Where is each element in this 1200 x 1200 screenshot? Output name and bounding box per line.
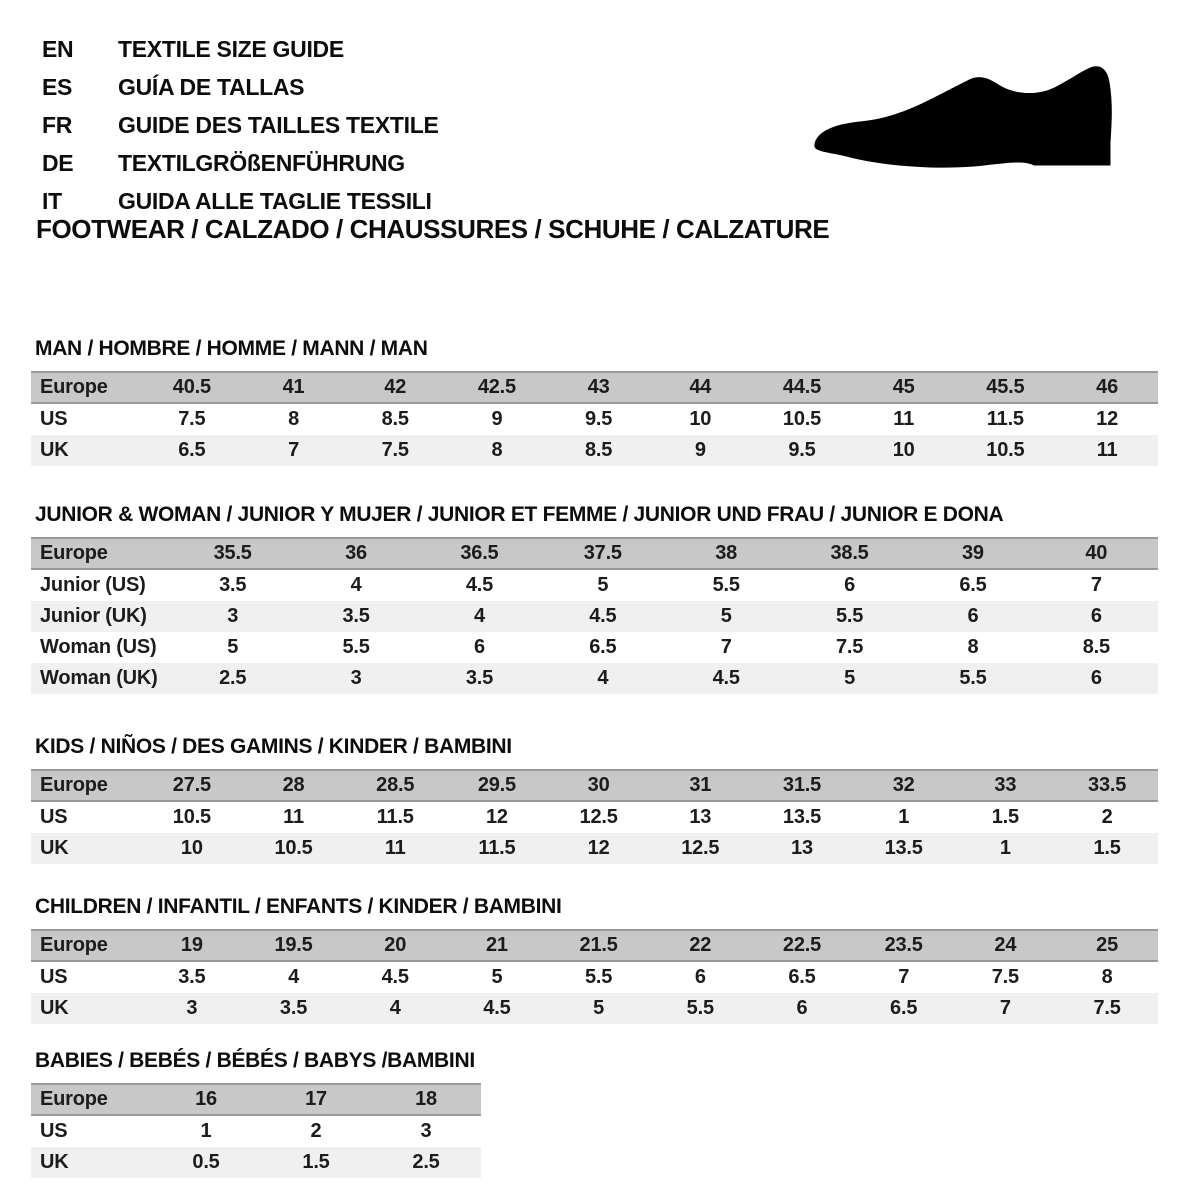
table-header-row	[31, 770, 1158, 801]
language-code: ES	[42, 74, 73, 100]
size-header-cell: 16	[151, 1084, 261, 1115]
size-header-cell: 22	[649, 930, 751, 961]
region-header-cell: Europe	[31, 372, 141, 403]
size-value-cell: 3	[171, 601, 294, 632]
size-value-cell: 6.5	[853, 993, 955, 1024]
language-header	[42, 32, 439, 222]
size-value-cell: 1.5	[1056, 833, 1158, 864]
size-value-cell: 11.5	[344, 801, 446, 833]
size-value-cell: 7.5	[788, 632, 911, 663]
region-header-cell: Europe	[31, 770, 141, 801]
size-header-cell: 42.5	[446, 372, 548, 403]
region-header-cell: Europe	[31, 1084, 151, 1115]
table-header-row	[31, 1084, 481, 1115]
size-header-cell: 17	[261, 1084, 371, 1115]
size-header-cell: 31.5	[751, 770, 853, 801]
size-value-cell: 8	[243, 403, 345, 435]
size-value-cell: 5	[665, 601, 788, 632]
size-value-cell: 4.5	[541, 601, 664, 632]
size-header-cell: 36.5	[418, 538, 541, 569]
size-value-cell: 6.5	[541, 632, 664, 663]
size-value-cell: 7	[1035, 569, 1158, 601]
row-label-cell: UK	[31, 833, 141, 864]
size-value-cell: 3.5	[418, 663, 541, 694]
size-value-cell: 13	[751, 833, 853, 864]
size-value-cell: 3	[141, 993, 243, 1024]
size-value-cell: 3.5	[141, 961, 243, 993]
size-value-cell: 4.5	[344, 961, 446, 993]
size-header-cell: 32	[853, 770, 955, 801]
size-table-man	[31, 371, 1158, 466]
size-header-cell: 21.5	[548, 930, 650, 961]
size-value-cell: 5.5	[548, 961, 650, 993]
size-value-cell: 6	[1035, 663, 1158, 694]
language-row-fr	[42, 108, 439, 146]
size-value-cell: 6	[418, 632, 541, 663]
size-header-cell: 33	[955, 770, 1057, 801]
size-header-cell: 21	[446, 930, 548, 961]
size-value-cell: 6	[788, 569, 911, 601]
size-header-cell: 28	[243, 770, 345, 801]
size-value-cell: 5	[446, 961, 548, 993]
section-junior-woman	[31, 502, 1158, 694]
size-value-cell: 6.5	[141, 435, 243, 466]
size-header-cell: 44	[649, 372, 751, 403]
section-babies	[31, 1048, 1158, 1178]
table-header-row	[31, 538, 1158, 569]
size-value-cell: 12.5	[548, 801, 650, 833]
size-header-cell: 42	[344, 372, 446, 403]
size-value-cell: 7.5	[344, 435, 446, 466]
size-header-cell: 45.5	[955, 372, 1057, 403]
size-header-cell: 44.5	[751, 372, 853, 403]
size-value-cell: 2.5	[371, 1147, 481, 1178]
section-title: CHILDREN / INFANTIL / ENFANTS / KINDER / BAMBINI	[35, 895, 562, 918]
size-value-cell: 12	[548, 833, 650, 864]
size-header-cell: 39	[911, 538, 1034, 569]
size-value-cell: 4.5	[665, 663, 788, 694]
row-label-cell: Junior (US)	[31, 569, 171, 601]
size-value-cell: 5.5	[294, 632, 417, 663]
size-value-cell: 13	[649, 801, 751, 833]
size-value-cell: 9.5	[751, 435, 853, 466]
size-value-cell: 5	[171, 632, 294, 663]
size-header-cell: 38	[665, 538, 788, 569]
table-row	[31, 403, 1158, 435]
size-header-cell: 29.5	[446, 770, 548, 801]
row-label-cell: US	[31, 403, 141, 435]
language-title: GUÍA DE TALLAS	[118, 74, 305, 100]
size-header-cell: 33.5	[1056, 770, 1158, 801]
size-value-cell: 11	[243, 801, 345, 833]
section-kids	[31, 734, 1158, 864]
size-value-cell: 1	[853, 801, 955, 833]
size-header-cell: 38.5	[788, 538, 911, 569]
row-label-cell: UK	[31, 1147, 151, 1178]
row-label-cell: Woman (UK)	[31, 663, 171, 694]
size-header-cell: 23.5	[853, 930, 955, 961]
size-value-cell: 2	[1056, 801, 1158, 833]
section-title: MAN / HOMBRE / HOMME / MANN / MAN	[35, 337, 428, 360]
table-row	[31, 833, 1158, 864]
size-value-cell: 3.5	[171, 569, 294, 601]
size-value-cell: 5.5	[649, 993, 751, 1024]
size-value-cell: 1	[151, 1115, 261, 1147]
table-row	[31, 663, 1158, 694]
size-value-cell: 4	[294, 569, 417, 601]
size-header-cell: 22.5	[751, 930, 853, 961]
size-value-cell: 8	[446, 435, 548, 466]
table-header-row	[31, 930, 1158, 961]
row-label-cell: UK	[31, 993, 141, 1024]
size-value-cell: 6	[1035, 601, 1158, 632]
size-value-cell: 12	[446, 801, 548, 833]
size-value-cell: 11	[853, 403, 955, 435]
size-value-cell: 11.5	[446, 833, 548, 864]
size-value-cell: 3	[294, 663, 417, 694]
dress-shoe-icon	[795, 58, 1145, 190]
size-value-cell: 7.5	[141, 403, 243, 435]
row-label-cell: Woman (US)	[31, 632, 171, 663]
size-header-cell: 25	[1056, 930, 1158, 961]
size-table-children	[31, 929, 1158, 1024]
size-value-cell: 1.5	[261, 1147, 371, 1178]
size-value-cell: 5.5	[911, 663, 1034, 694]
size-header-cell: 27.5	[141, 770, 243, 801]
language-title: TEXTILGRÖßENFÜHRUNG	[118, 150, 405, 176]
size-value-cell: 6	[751, 993, 853, 1024]
size-value-cell: 4	[243, 961, 345, 993]
section-title: JUNIOR & WOMAN / JUNIOR Y MUJER / JUNIOR ET FEMME / JUNIOR UND FRAU / JUNIOR E DONA	[35, 503, 1004, 526]
row-label-cell: Junior (UK)	[31, 601, 171, 632]
size-header-cell: 45	[853, 372, 955, 403]
size-value-cell: 12	[1056, 403, 1158, 435]
region-header-cell: Europe	[31, 930, 141, 961]
size-header-cell: 19.5	[243, 930, 345, 961]
size-value-cell: 1.5	[955, 801, 1057, 833]
size-value-cell: 0.5	[151, 1147, 261, 1178]
size-value-cell: 6	[649, 961, 751, 993]
size-value-cell: 7.5	[955, 961, 1057, 993]
size-header-cell: 37.5	[541, 538, 664, 569]
size-value-cell: 8.5	[1035, 632, 1158, 663]
size-value-cell: 5	[788, 663, 911, 694]
size-value-cell: 4	[418, 601, 541, 632]
size-header-cell: 28.5	[344, 770, 446, 801]
size-value-cell: 10.5	[141, 801, 243, 833]
size-value-cell: 2.5	[171, 663, 294, 694]
size-header-cell: 43	[548, 372, 650, 403]
size-table-junior-woman	[31, 537, 1158, 694]
table-row	[31, 601, 1158, 632]
size-value-cell: 3.5	[294, 601, 417, 632]
row-label-cell: US	[31, 1115, 151, 1147]
size-header-cell: 41	[243, 372, 345, 403]
size-value-cell: 7.5	[1056, 993, 1158, 1024]
row-label-cell: US	[31, 801, 141, 833]
size-value-cell: 7	[853, 961, 955, 993]
size-header-cell: 31	[649, 770, 751, 801]
language-title: GUIDA ALLE TAGLIE TESSILI	[118, 188, 432, 214]
size-value-cell: 11.5	[955, 403, 1057, 435]
language-title: GUIDE DES TAILLES TEXTILE	[118, 112, 439, 138]
section-man	[31, 336, 1158, 466]
size-value-cell: 5	[548, 993, 650, 1024]
size-value-cell: 9	[446, 403, 548, 435]
language-code: FR	[42, 112, 73, 138]
size-header-cell: 24	[955, 930, 1057, 961]
size-value-cell: 9.5	[548, 403, 650, 435]
size-value-cell: 4	[344, 993, 446, 1024]
table-header-row	[31, 372, 1158, 403]
size-header-cell: 20	[344, 930, 446, 961]
size-value-cell: 7	[243, 435, 345, 466]
size-value-cell: 3	[371, 1115, 481, 1147]
size-value-cell: 6.5	[911, 569, 1034, 601]
size-header-cell: 36	[294, 538, 417, 569]
size-value-cell: 10	[853, 435, 955, 466]
table-row	[31, 1147, 481, 1178]
language-row-en	[42, 32, 439, 70]
size-value-cell: 4.5	[446, 993, 548, 1024]
size-value-cell: 10	[649, 403, 751, 435]
size-tables	[31, 336, 1158, 1178]
section-title: BABIES / BEBÉS / BÉBÉS / BABYS /BAMBINI	[35, 1049, 475, 1072]
size-table-babies	[31, 1083, 481, 1178]
size-value-cell: 5.5	[665, 569, 788, 601]
size-value-cell: 12.5	[649, 833, 751, 864]
table-row	[31, 569, 1158, 601]
table-row	[31, 993, 1158, 1024]
size-value-cell: 10.5	[751, 403, 853, 435]
row-label-cell: UK	[31, 435, 141, 466]
size-table-kids	[31, 769, 1158, 864]
size-value-cell: 4.5	[418, 569, 541, 601]
size-value-cell: 7	[665, 632, 788, 663]
section-children	[31, 894, 1158, 1024]
size-value-cell: 8.5	[548, 435, 650, 466]
category-heading: FOOTWEAR / CALZADO / CHAUSSURES / SCHUHE / CALZATURE	[36, 214, 830, 244]
size-value-cell: 13.5	[751, 801, 853, 833]
size-value-cell: 8.5	[344, 403, 446, 435]
size-value-cell: 3.5	[243, 993, 345, 1024]
table-row	[31, 801, 1158, 833]
table-row	[31, 632, 1158, 663]
size-value-cell: 10.5	[955, 435, 1057, 466]
size-value-cell: 11	[1056, 435, 1158, 466]
language-row-de	[42, 146, 439, 184]
size-value-cell: 2	[261, 1115, 371, 1147]
size-value-cell: 6.5	[751, 961, 853, 993]
size-value-cell: 10	[141, 833, 243, 864]
size-value-cell: 13.5	[853, 833, 955, 864]
language-code: DE	[42, 150, 74, 176]
size-header-cell: 35.5	[171, 538, 294, 569]
size-value-cell: 8	[911, 632, 1034, 663]
language-code: IT	[42, 188, 62, 214]
size-value-cell: 5	[541, 569, 664, 601]
table-row	[31, 961, 1158, 993]
size-value-cell: 7	[955, 993, 1057, 1024]
language-row-es	[42, 70, 439, 108]
section-title: KIDS / NIÑOS / DES GAMINS / KINDER / BAMBINI	[35, 735, 512, 758]
size-header-cell: 46	[1056, 372, 1158, 403]
size-value-cell: 8	[1056, 961, 1158, 993]
size-header-cell: 30	[548, 770, 650, 801]
region-header-cell: Europe	[31, 538, 171, 569]
size-value-cell: 1	[955, 833, 1057, 864]
size-value-cell: 9	[649, 435, 751, 466]
size-value-cell: 4	[541, 663, 664, 694]
size-value-cell: 10.5	[243, 833, 345, 864]
language-title: TEXTILE SIZE GUIDE	[118, 36, 344, 62]
size-header-cell: 40.5	[141, 372, 243, 403]
size-value-cell: 5.5	[788, 601, 911, 632]
size-header-cell: 40	[1035, 538, 1158, 569]
size-header-cell: 18	[371, 1084, 481, 1115]
table-row	[31, 1115, 481, 1147]
row-label-cell: US	[31, 961, 141, 993]
table-row	[31, 435, 1158, 466]
size-value-cell: 6	[911, 601, 1034, 632]
size-header-cell: 19	[141, 930, 243, 961]
language-code: EN	[42, 36, 74, 62]
size-value-cell: 11	[344, 833, 446, 864]
